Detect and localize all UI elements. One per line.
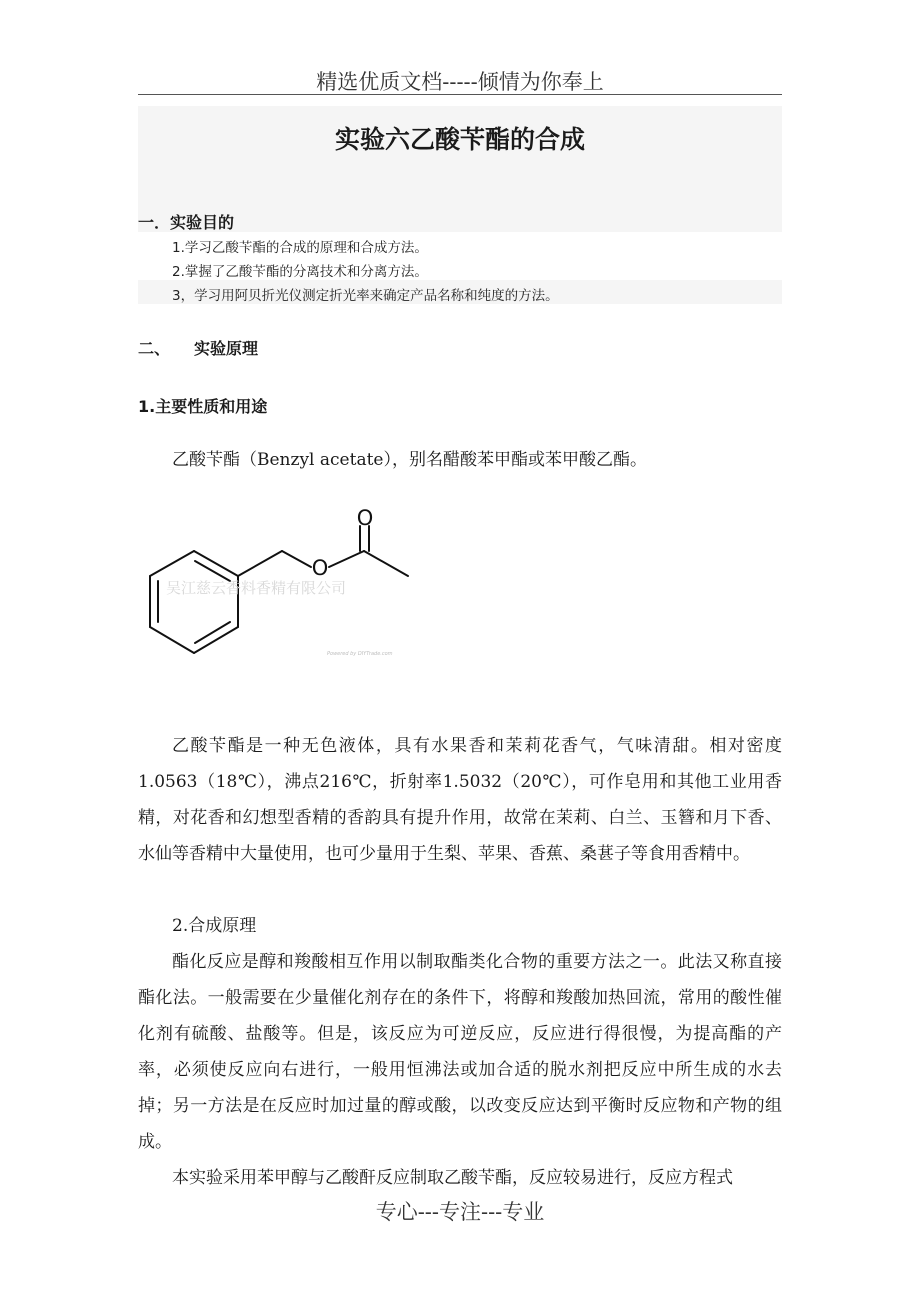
ring-bond (150, 551, 194, 576)
objective-item-2: 2.掌握了乙酸苄酯的分离技术和分离方法。 (172, 264, 428, 280)
image-watermark: 吴江慈云香料香精有限公司 (166, 579, 347, 597)
ch2-bond (238, 551, 282, 576)
objective-item-3: 3，学习用阿贝折光仪测定折光率来确定产品名称和纯度的方法。 (172, 288, 559, 304)
o-ch2-bond (282, 551, 311, 567)
properties-paragraph-block (138, 728, 782, 872)
page-footer: 专心---专注---专业 (375, 1200, 545, 1224)
header-rule (138, 94, 782, 95)
compound-intro-text: 乙酸苄酯（Benzyl acetate），别名醋酸苯甲酯或苯甲酸乙酯。 (172, 450, 647, 470)
subsection2-heading: 2.合成原理 (172, 916, 257, 936)
page-header: 精选优质文档-----倾情为你奉上 (316, 70, 604, 94)
synthesis-paragraph-2: 本实验采用苯甲醇与乙酸酐反应制取乙酸苄酯，反应较易进行，反应方程式 (172, 1168, 733, 1188)
o-carbonyl-bond (329, 551, 364, 567)
ring-bond (150, 627, 194, 653)
objective-item-1: 1.学习乙酸苄酯的合成的原理和合成方法。 (172, 240, 428, 256)
subsection1-heading: 1.主要性质和用途 (138, 397, 268, 416)
synthesis-paragraph-1: 酯化反应是醇和羧酸相互作用以制取酯类化合物的重要方法之一。此法又称直接酯化法。一般需要在少量催化剂存在的条件下，将醇和羧酸加热回流，常用的酸性催化剂有硫酸、盐酸等。但是，该反应为可逆反应，反应进行得很慢，为提高酯的产率，必须使反应向右进行，一般用恒沸法或加合适的脱水剂把反应中所生成的水去掉；另一方法是在反应时加过量的醇或酸，以改变反应达到平衡时反应物和产物的组成。 (138, 952, 782, 1152)
section1-heading: 一．实验目的 (138, 213, 235, 232)
image-credit: Powered by DIYTrade.com (327, 651, 393, 657)
section2-heading: 实验原理 (194, 339, 259, 358)
synthesis-section (138, 908, 782, 1196)
carbonyl-oxygen-label: O (356, 506, 374, 530)
ester-oxygen-label: O (311, 556, 329, 580)
methyl-bond (364, 551, 408, 576)
ring-double-bond (195, 622, 230, 643)
properties-paragraph: 乙酸苄酯是一种无色液体，具有水果香和茉莉花香气，气味清甜。相对密度1.0563（18℃），沸点216℃，折射率1.5032（20℃），可作皂用和其他工业用香精，对花香和幻想型香精的香韵具有提升作用，故常在茉莉、白兰、玉簪和月下香、水仙等香精中大量使用，也可少量用于生梨、苹果、香蕉、桑葚子等食用香精中。 (138, 736, 782, 864)
section2-number: 二、 (138, 339, 171, 358)
document-title: 实验六乙酸苄酯的合成 (334, 125, 585, 154)
compound-intro (138, 442, 782, 478)
